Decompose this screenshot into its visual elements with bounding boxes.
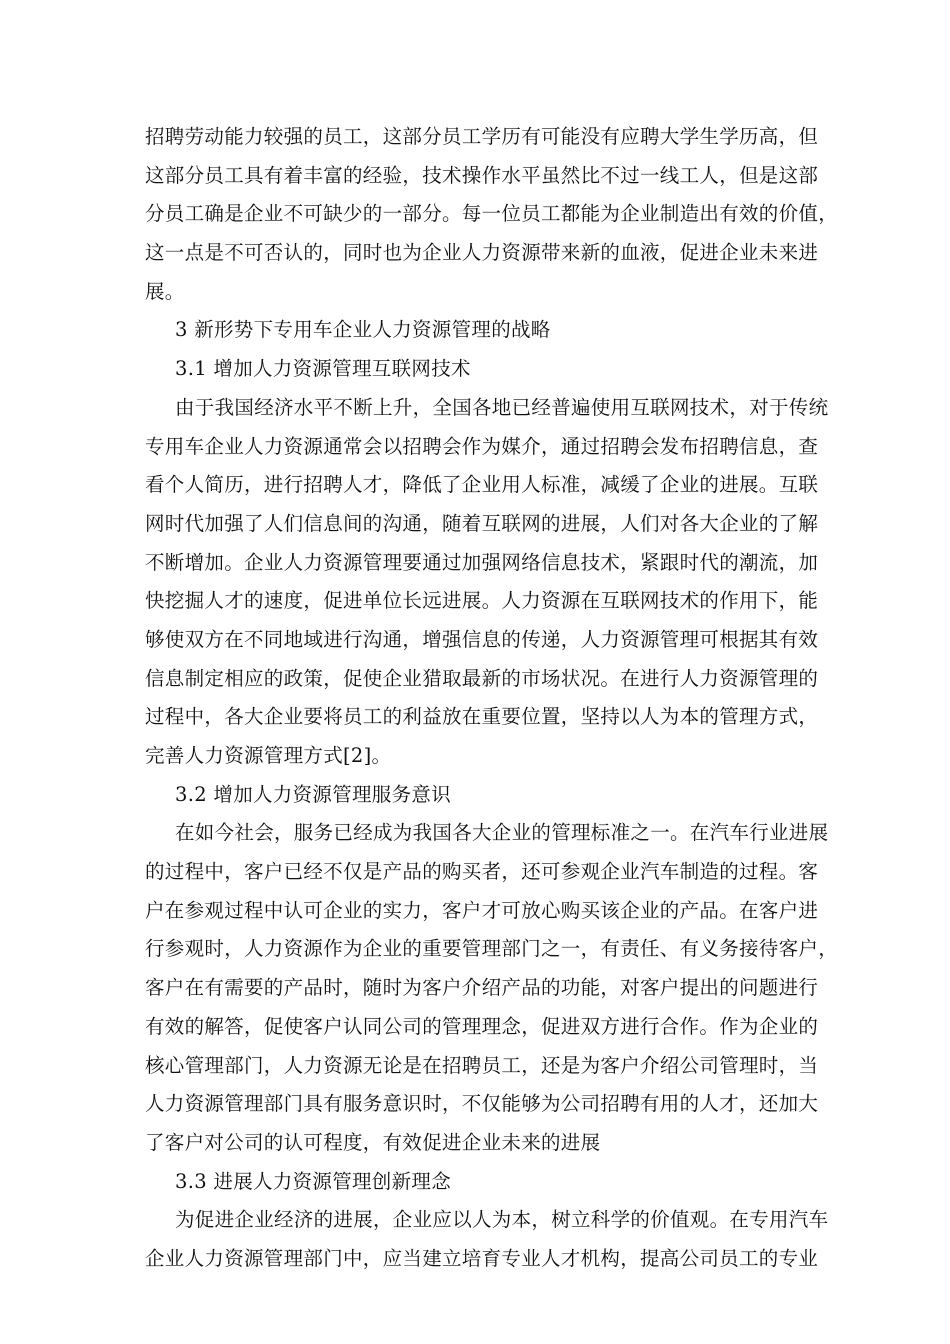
text-line: 快挖掘人才的速度，促进单位长远进展。人力资源在互联网技术的作用下，能 bbox=[145, 589, 819, 613]
text-line: 的过程中，客户已经不仅是产品的购买者，还可参观企业汽车制造的过程。客 bbox=[145, 860, 819, 884]
text-line: 为促进企业经济的进展，企业应以人为本，树立科学的价值观。在专用汽车 bbox=[175, 1208, 829, 1232]
text-line: 核心管理部门，人力资源无论是在招聘员工，还是为客户介绍公司管理时，当 bbox=[145, 1053, 819, 1077]
section-heading-3: 3 新形势下专用车企业人力资源管理的战略 bbox=[175, 318, 551, 342]
text-line: 招聘劳动能力较强的员工，这部分员工学历有可能没有应聘大学生学历高，但 bbox=[145, 125, 819, 148]
text-line: 了客户对公司的认可程度，有效促进企业未来的进展 bbox=[145, 1130, 601, 1154]
text-line: 这部分员工具有着丰富的经验，技术操作水平虽然比不过一线工人，但是这部 bbox=[145, 163, 819, 187]
text-line: 有效的解答，促使客户认同公司的管理理念，促进双方进行合作。作为企业的 bbox=[145, 1014, 819, 1038]
text-line: 行参观时，人力资源作为企业的重要管理部门之一，有责任、有义务接待客户， bbox=[145, 937, 839, 961]
paragraph-3-3 bbox=[145, 1201, 829, 1278]
text-line: 展。 bbox=[145, 279, 185, 303]
paragraph-3-2 bbox=[145, 814, 839, 1162]
text-line: 看个人简历，进行招聘人才，降低了企业用人标准，减缓了企业的进展。互联 bbox=[145, 473, 819, 497]
text-line: 专用车企业人力资源通常会以招聘会作为媒介，通过招聘会发布招聘信息，查 bbox=[145, 434, 819, 458]
document-page bbox=[145, 118, 839, 1279]
text-line: 够使双方在不同地域进行沟通，增强信息的传递，人力资源管理可根据其有效 bbox=[145, 627, 819, 651]
text-line: 不断增加。企业人力资源管理要通过加强网络信息技术，紧跟时代的潮流，加 bbox=[145, 550, 819, 574]
text-line: 分员工确是企业不可缺少的一部分。每一位员工都能为企业制造出有效的价值， bbox=[145, 202, 839, 226]
text-line: 这一点是不可否认的，同时也为企业人力资源带来新的血液，促进企业未来进 bbox=[145, 241, 819, 265]
text-line: 在如今社会，服务已经成为我国各大企业的管理标准之一。在汽车行业进展 bbox=[175, 821, 829, 845]
text-line: 户在参观过程中认可企业的实力，客户才可放心购买该企业的产品。在客户进 bbox=[145, 898, 819, 922]
paragraph-3-1 bbox=[145, 389, 829, 776]
section-heading-3-1: 3.1 增加人力资源管理互联网技术 bbox=[175, 357, 471, 381]
section-heading-3-3: 3.3 进展人力资源管理创新理念 bbox=[175, 1169, 452, 1193]
text-line: 过程中，各大企业要将员工的利益放在重要位置，坚持以人为本的管理方式， bbox=[145, 705, 819, 729]
paragraph-1 bbox=[145, 118, 839, 311]
section-heading-3-2: 3.2 增加人力资源管理服务意识 bbox=[175, 782, 452, 806]
text-line: 网时代加强了人们信息间的沟通，随着互联网的进展，人们对各大企业的了解 bbox=[145, 511, 819, 535]
text-line: 人力资源管理部门具有服务意识时，不仅能够为公司招聘有用的人才，还加大 bbox=[145, 1092, 819, 1116]
text-line: 客户在有需要的产品时，随时为客户介绍产品的功能，对客户提出的问题进行 bbox=[145, 976, 819, 1000]
text-line: 企业人力资源管理部门中，应当建立培育专业人才机构，提高公司员工的专业 bbox=[145, 1246, 819, 1270]
text-line: 由于我国经济水平不断上升，全国各地已经普遍使用互联网技术，对于传统 bbox=[175, 395, 829, 419]
text-line: 完善人力资源管理方式[2]。 bbox=[145, 744, 392, 767]
text-line: 信息制定相应的政策，促使企业猎取最新的市场状况。在进行人力资源管理的 bbox=[145, 666, 819, 690]
